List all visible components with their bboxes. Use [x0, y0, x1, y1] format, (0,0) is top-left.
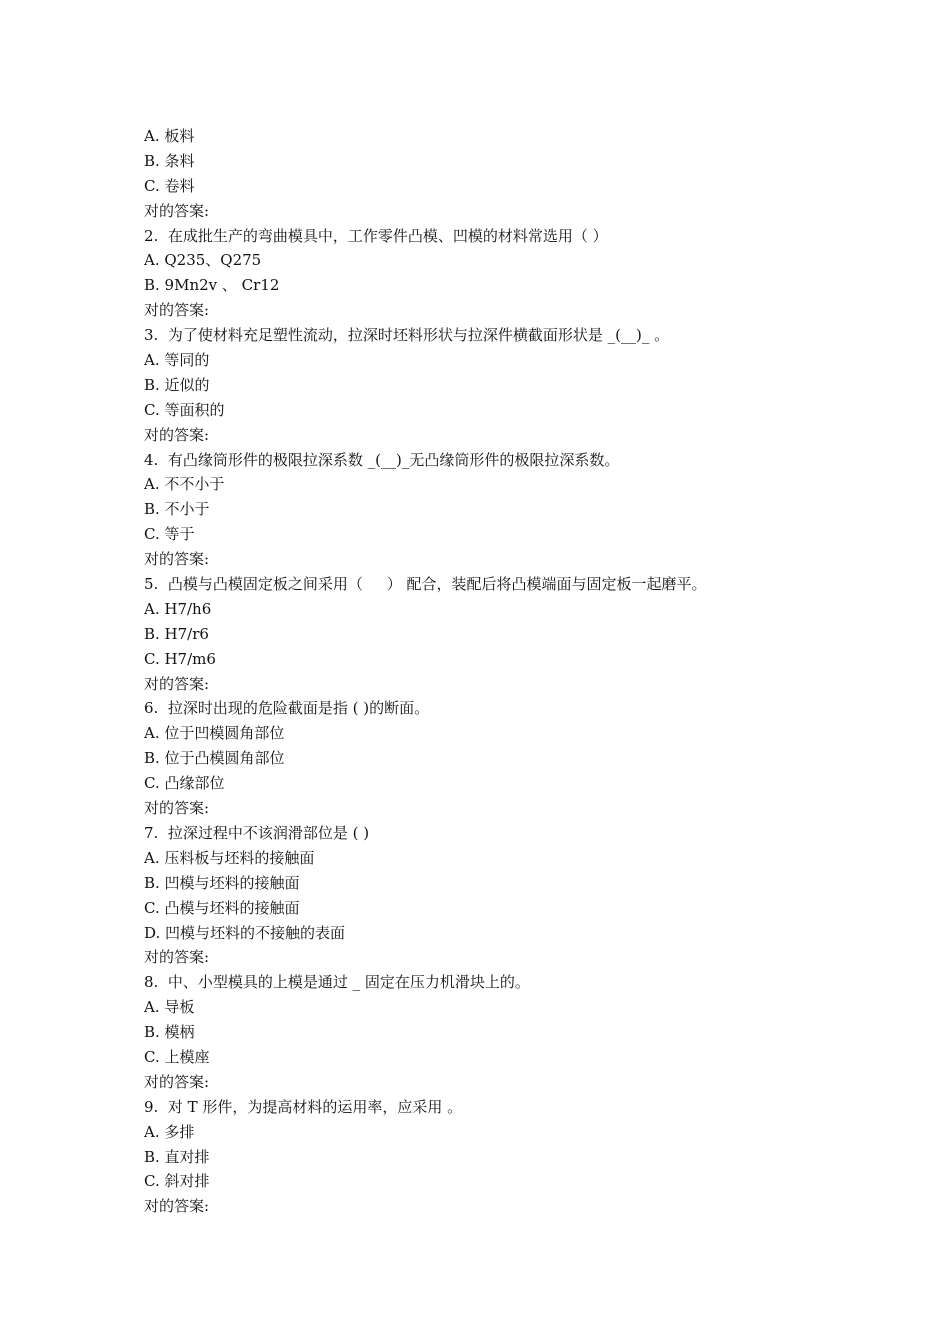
option-a: A. 导板	[144, 998, 195, 1017]
option-b: B. 位于凸模圆角部位	[144, 749, 285, 768]
option-c: C. 凸缘部位	[144, 774, 225, 793]
question-5: 5. 凸模与凸模固定板之间采用（ ） 配合，装配后将凸模端面与固定板一起磨平。	[144, 575, 707, 594]
option-b: B. 不小于	[144, 500, 210, 519]
option-c: C. 卷料	[144, 176, 195, 195]
option-a: A. H7/h6	[144, 599, 212, 618]
answer-label: 对的答案:	[144, 550, 210, 569]
option-b: B. 9Mn2v 、 Cr12	[144, 276, 280, 295]
option-a: A. Q235、Q275	[144, 251, 262, 270]
question-9: 9. 对 T 形件，为提高材料的运用率，应采用 。	[144, 1097, 463, 1116]
option-a: A. 等同的	[144, 351, 210, 370]
answer-label: 对的答案:	[144, 674, 210, 693]
option-c: C. 斜对排	[144, 1172, 210, 1191]
question-6: 6. 拉深时出现的危险截面是指 ( )的断面。	[144, 699, 430, 718]
answer-label: 对的答案:	[144, 201, 210, 220]
option-b: B. H7/r6	[144, 624, 209, 643]
answer-label: 对的答案:	[144, 799, 210, 818]
option-b: B. 直对排	[144, 1147, 210, 1166]
option-a: A. 不不小于	[144, 475, 225, 494]
answer-label: 对的答案:	[144, 1197, 210, 1216]
option-b: B. 近似的	[144, 375, 210, 394]
question-7: 7. 拉深过程中不该润滑部位是 ( )	[144, 823, 370, 842]
option-b: B. 凹模与坯料的接触面	[144, 873, 300, 892]
option-c: C. 等于	[144, 525, 195, 544]
question-4: 4. 有凸缘筒形件的极限拉深系数 _(__)_无凸缘筒形件的极限拉深系数。	[144, 450, 620, 469]
answer-label: 对的答案:	[144, 425, 210, 444]
option-a: A. 位于凹模圆角部位	[144, 724, 285, 743]
question-2: 2. 在成批生产的弯曲模具中，工作零件凸模、凹模的材料常选用（ ）	[144, 226, 608, 245]
option-c: C. 凸模与坯料的接触面	[144, 898, 300, 917]
option-a: A. 板料	[144, 127, 195, 145]
option-a: A. 多排	[144, 1122, 195, 1141]
option-a: A. 压料板与坯料的接触面	[144, 848, 315, 867]
option-c: C. 上模座	[144, 1047, 210, 1066]
option-b: B. 条料	[144, 151, 195, 170]
answer-label: 对的答案:	[144, 1072, 210, 1091]
option-c: C. 等面积的	[144, 400, 225, 419]
option-b: B. 模柄	[144, 1023, 195, 1042]
answer-label: 对的答案:	[144, 301, 210, 320]
document-body	[144, 124, 904, 1219]
question-3: 3. 为了使材料充足塑性流动，拉深时坯料形状与拉深件横截面形状是 _(__)_ 。	[144, 326, 670, 345]
option-c: C. H7/m6	[144, 649, 216, 668]
answer-label: 对的答案:	[144, 948, 210, 967]
question-8: 8. 中、小型模具的上模是通过 _ 固定在压力机滑块上的。	[144, 973, 530, 992]
option-d: D. 凹模与坯料的不接触的表面	[144, 923, 346, 942]
